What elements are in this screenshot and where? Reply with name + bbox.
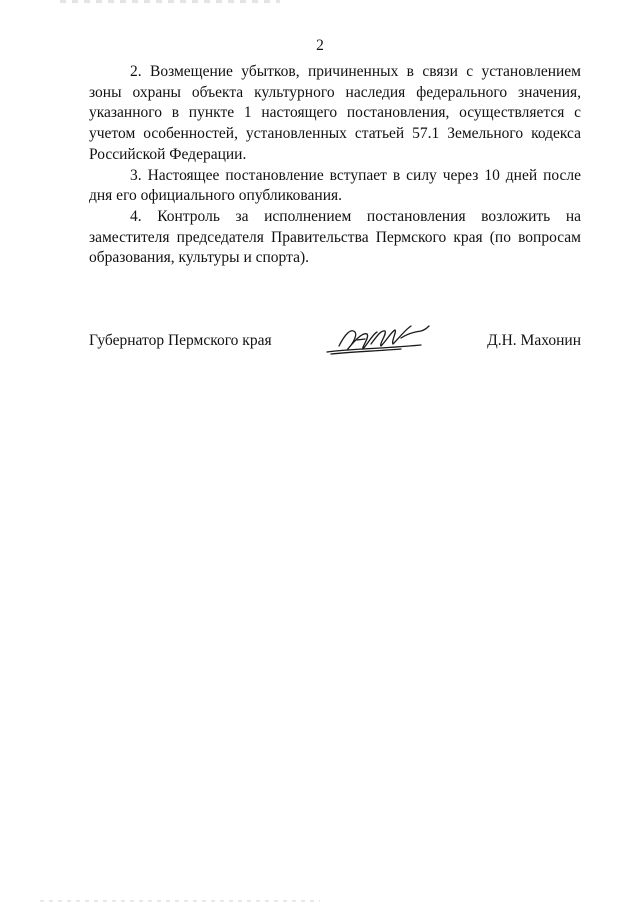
paragraph-compensation: 2. Возмещение убытков, причиненных в связи с установлением зоны охраны объекта культурного наследия федерального значения, указанного в пункте 1 настоящего постановления, осуществляется с учетом особенностей, установленных статьей 57.1 Земельного кодекса Российской Федерации. bbox=[89, 63, 581, 163]
scan-artifact-bottom bbox=[40, 900, 320, 902]
paragraph-effective-date: 3. Настоящее постановление вступает в силу через 10 дней после дня его официального опубликования. bbox=[89, 166, 581, 205]
signature-block bbox=[89, 332, 581, 362]
page-number: 2 bbox=[316, 37, 324, 54]
paragraph-control: 4. Контроль за исполнением постановления возложить на заместителя председателя Правительства Пермского края (по вопросам образования, культуры и спорта). bbox=[89, 207, 581, 267]
signatory-title: Губернатор Пермского края bbox=[89, 332, 272, 349]
document-body bbox=[89, 62, 581, 269]
scan-artifact-top bbox=[60, 0, 280, 3]
handwritten-signature bbox=[321, 322, 436, 358]
signatory-name: Д.Н. Махонин bbox=[487, 332, 581, 349]
